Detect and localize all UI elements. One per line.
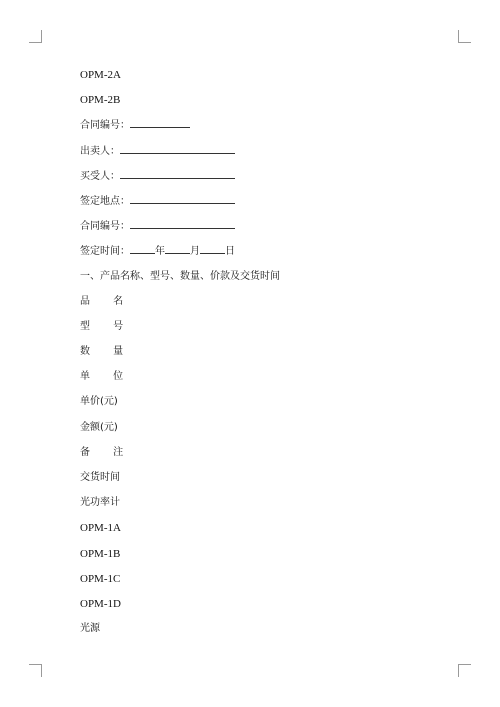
month-blank	[165, 242, 190, 254]
seller-blank	[120, 142, 235, 154]
seller-row	[80, 142, 420, 167]
field-product-name: 品 名	[80, 295, 134, 307]
day-label: 日	[225, 246, 235, 258]
field-amount: 金额(元)	[80, 421, 118, 433]
field-remarks: 备 注	[80, 446, 134, 458]
product-optical-power-meter: 光功率计	[80, 497, 120, 509]
crop-mark-bottom-right	[458, 664, 471, 677]
product-light-source: 光源	[80, 623, 100, 635]
field-unit: 单 位	[80, 371, 134, 383]
model-opm-1a: OPM-1A	[80, 522, 121, 535]
contract-number-row-2	[80, 217, 420, 242]
seller-label: 出卖人：	[80, 145, 120, 157]
contract-number-blank	[130, 116, 190, 128]
year-blank	[130, 242, 155, 254]
model-opm-1d: OPM-1D	[80, 597, 121, 610]
field-quantity: 数 量	[80, 346, 134, 358]
contract-number-label: 合同编号：	[80, 120, 130, 132]
contract-number-label-2: 合同编号：	[80, 221, 130, 233]
signing-time-label: 签定时间：	[80, 246, 130, 258]
model-opm-1b: OPM-1B	[80, 547, 121, 560]
year-label: 年	[155, 246, 165, 258]
signing-time-row	[80, 242, 420, 267]
month-label: 月	[190, 246, 200, 258]
signing-place-blank	[130, 192, 235, 204]
model-opm-2a: OPM-2A	[80, 69, 121, 81]
field-model: 型 号	[80, 320, 134, 332]
field-unit-price: 单价(元)	[80, 396, 118, 408]
contract-number-blank-2	[130, 217, 235, 229]
crop-mark-top-left	[29, 30, 42, 43]
buyer-blank	[120, 167, 235, 179]
day-blank	[200, 242, 225, 254]
field-delivery-time: 交货时间	[80, 472, 120, 483]
crop-mark-top-right	[458, 30, 471, 43]
buyer-label: 买受人：	[80, 170, 120, 182]
section-heading: 一、产品名称、型号、数量、价款及交货时间	[80, 270, 280, 282]
model-opm-2b: OPM-2B	[80, 94, 121, 107]
signing-place-row	[80, 192, 420, 217]
document-body	[80, 66, 420, 645]
contract-number-row	[80, 116, 420, 141]
model-opm-1c: OPM-1C	[80, 572, 121, 585]
crop-mark-bottom-left	[29, 664, 42, 677]
buyer-row	[80, 167, 420, 192]
signing-place-label: 签定地点：	[80, 195, 130, 207]
